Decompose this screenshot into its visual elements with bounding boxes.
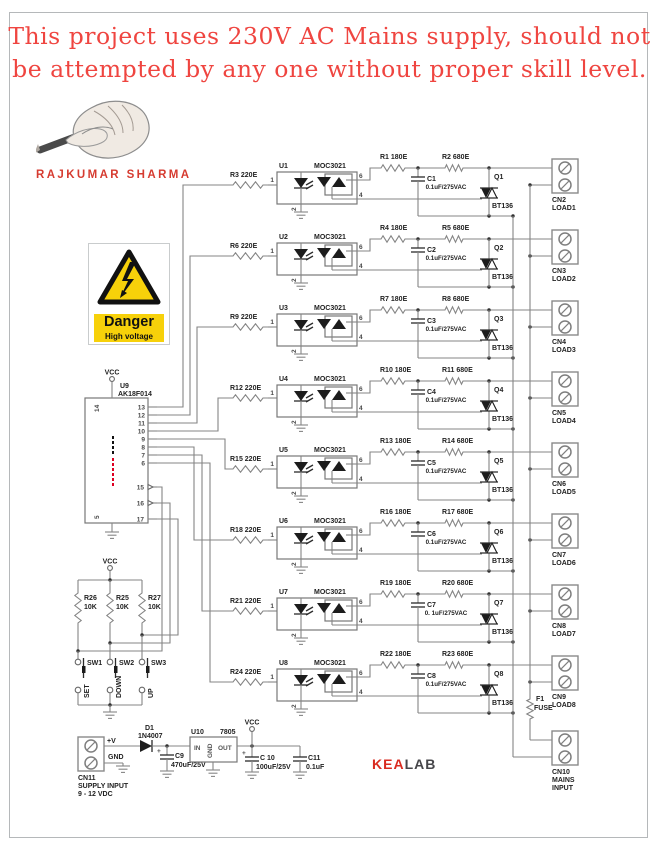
svg-text:R14 680E: R14 680E: [442, 438, 474, 445]
channel-3: [228, 296, 578, 360]
svg-text:1: 1: [270, 390, 274, 397]
svg-text:VCC: VCC: [104, 369, 120, 377]
svg-text:0.1uF/275VAC: 0.1uF/275VAC: [425, 255, 467, 262]
brand-lab: LAB: [404, 756, 437, 772]
svg-text:R9 220E: R9 220E: [230, 314, 258, 321]
svg-text:2: 2: [291, 349, 298, 353]
svg-text:C 10: C 10: [260, 755, 275, 762]
svg-text:R7 180E: R7 180E: [380, 296, 408, 303]
svg-text:LOAD4: LOAD4: [552, 418, 576, 425]
brand-logo: [372, 756, 436, 772]
channel-8: [228, 651, 578, 715]
channel-5: [228, 438, 578, 502]
svg-text:BT136: BT136: [492, 345, 514, 352]
svg-text:12: 12: [137, 412, 145, 420]
svg-text:DOWN: DOWN: [116, 675, 123, 698]
svg-text:CN9: CN9: [552, 694, 567, 701]
svg-text:IN: IN: [194, 745, 201, 752]
warning-line-1: This project uses 230V AC Mains supply, should not: [8, 22, 651, 50]
mcu: [85, 370, 157, 539]
svg-text:10: 10: [137, 428, 145, 436]
svg-text:1: 1: [270, 532, 274, 539]
svg-text:4: 4: [359, 334, 363, 341]
svg-text:470uF/25V: 470uF/25V: [171, 762, 206, 769]
svg-text:R8 680E: R8 680E: [442, 296, 470, 303]
svg-text:7805: 7805: [220, 729, 236, 736]
svg-text:R23 680E: R23 680E: [442, 651, 474, 658]
svg-text:1: 1: [270, 248, 274, 255]
svg-text:1N4007: 1N4007: [138, 733, 163, 740]
svg-text:Q3: Q3: [494, 316, 504, 323]
svg-text:C9: C9: [175, 753, 184, 760]
svg-text:Q2: Q2: [494, 245, 504, 252]
svg-text:0.1uF/275VAC: 0.1uF/275VAC: [425, 681, 467, 688]
svg-text:C6: C6: [427, 531, 436, 538]
svg-text:MOC3021: MOC3021: [314, 163, 346, 170]
svg-text:Q8: Q8: [494, 671, 504, 678]
svg-text:MOC3021: MOC3021: [314, 305, 346, 312]
svg-text:BT136: BT136: [492, 487, 514, 494]
svg-text:14: 14: [94, 404, 101, 412]
svg-text:2: 2: [291, 562, 298, 566]
svg-text:0. 1uF/275VAC: 0. 1uF/275VAC: [424, 610, 468, 617]
svg-text:MAINS: MAINS: [552, 777, 575, 784]
svg-text:Q6: Q6: [494, 529, 504, 536]
svg-text:R16 180E: R16 180E: [380, 509, 412, 516]
svg-text:+: +: [157, 748, 161, 755]
svg-text:U9: U9: [120, 383, 129, 390]
svg-text:GND: GND: [207, 743, 214, 758]
svg-text:2: 2: [291, 420, 298, 424]
svg-text:6: 6: [359, 244, 363, 251]
svg-text:6: 6: [359, 670, 363, 677]
svg-text:Q5: Q5: [494, 458, 504, 465]
svg-text:LOAD1: LOAD1: [552, 205, 576, 212]
svg-text:6: 6: [359, 599, 363, 606]
svg-text:C4: C4: [427, 389, 436, 396]
svg-text:R2 680E: R2 680E: [442, 154, 470, 161]
svg-text:U7: U7: [279, 589, 288, 596]
svg-text:CN8: CN8: [552, 623, 567, 630]
svg-text:LOAD7: LOAD7: [552, 631, 576, 638]
svg-text:2: 2: [291, 491, 298, 495]
svg-text:0.1uF/275VAC: 0.1uF/275VAC: [425, 184, 467, 191]
svg-text:1: 1: [270, 461, 274, 468]
svg-text:C11: C11: [308, 755, 321, 762]
switch-bank: [75, 559, 166, 719]
brand-kea: KEA: [372, 756, 405, 772]
svg-text:U8: U8: [279, 660, 288, 667]
svg-text:C1: C1: [427, 176, 436, 183]
svg-text:CN7: CN7: [552, 552, 567, 559]
svg-text:CN11: CN11: [78, 775, 96, 782]
svg-text:8: 8: [141, 444, 145, 452]
svg-text:U5: U5: [279, 447, 288, 454]
svg-text:U10: U10: [191, 729, 204, 736]
svg-text:SW1: SW1: [87, 660, 103, 667]
channel-1: [228, 154, 578, 218]
svg-text:R24 220E: R24 220E: [230, 669, 262, 676]
svg-text:LOAD8: LOAD8: [552, 702, 576, 709]
channel-4: [228, 367, 578, 431]
power-supply: [78, 720, 325, 799]
svg-text:CN10: CN10: [552, 769, 570, 776]
svg-text:4: 4: [359, 618, 363, 625]
svg-text:C8: C8: [427, 673, 436, 680]
svg-text:16: 16: [136, 500, 144, 508]
svg-text:R19 180E: R19 180E: [380, 580, 412, 587]
svg-text:CN4: CN4: [552, 339, 567, 346]
svg-text:4: 4: [359, 405, 363, 412]
svg-text:VCC: VCC: [102, 558, 118, 566]
svg-text:2: 2: [291, 207, 298, 211]
svg-text:6: 6: [141, 460, 145, 468]
channel-7: [228, 580, 578, 644]
svg-text:1: 1: [270, 674, 274, 681]
svg-text:VCC: VCC: [244, 719, 260, 727]
danger-title: Danger: [94, 314, 164, 331]
svg-text:13: 13: [137, 404, 145, 412]
svg-text:R20 680E: R20 680E: [442, 580, 474, 587]
svg-text:D1: D1: [145, 725, 154, 732]
svg-text:U3: U3: [279, 305, 288, 312]
svg-text:C3: C3: [427, 318, 436, 325]
svg-text:OUT: OUT: [218, 745, 232, 752]
svg-text:R17 680E: R17 680E: [442, 509, 474, 516]
svg-text:6: 6: [359, 386, 363, 393]
svg-text:BT136: BT136: [492, 629, 514, 636]
svg-text:BT136: BT136: [492, 203, 514, 210]
svg-text:R1 180E: R1 180E: [380, 154, 408, 161]
svg-text:LOAD2: LOAD2: [552, 276, 576, 283]
svg-text:5: 5: [94, 515, 101, 519]
svg-text:CN2: CN2: [552, 197, 567, 204]
svg-text:GND: GND: [108, 754, 124, 761]
svg-text:1: 1: [270, 319, 274, 326]
svg-text:4: 4: [359, 476, 363, 483]
svg-text:LOAD3: LOAD3: [552, 347, 576, 354]
svg-text:CN3: CN3: [552, 268, 567, 275]
svg-text:Q4: Q4: [494, 387, 504, 394]
svg-text:MOC3021: MOC3021: [314, 589, 346, 596]
svg-text:17: 17: [136, 516, 144, 524]
svg-text:R18 220E: R18 220E: [230, 527, 262, 534]
channel-6: [228, 509, 578, 573]
svg-text:R12 220E: R12 220E: [230, 385, 262, 392]
svg-text:C2: C2: [427, 247, 436, 254]
svg-text:6: 6: [359, 173, 363, 180]
svg-text:9 - 12 VDC: 9 - 12 VDC: [78, 791, 113, 798]
svg-text:MOC3021: MOC3021: [314, 660, 346, 667]
svg-text:R10 180E: R10 180E: [380, 367, 412, 374]
svg-text:R25: R25: [116, 595, 129, 602]
svg-text:4: 4: [359, 192, 363, 199]
svg-text:7: 7: [141, 452, 145, 460]
svg-text:MOC3021: MOC3021: [314, 447, 346, 454]
svg-text:R5 680E: R5 680E: [442, 225, 470, 232]
svg-text:10K: 10K: [84, 604, 97, 611]
svg-text:9: 9: [141, 436, 145, 444]
svg-text:6: 6: [359, 528, 363, 535]
svg-text:CN6: CN6: [552, 481, 567, 488]
svg-text:AK18F014: AK18F014: [118, 391, 152, 398]
svg-text:R6 220E: R6 220E: [230, 243, 258, 250]
svg-text:U4: U4: [279, 376, 288, 383]
svg-text:Q1: Q1: [494, 174, 504, 181]
svg-text:U2: U2: [279, 234, 288, 241]
svg-text:+V: +V: [107, 738, 116, 745]
svg-text:0.1uF: 0.1uF: [306, 764, 325, 771]
svg-text:MOC3021: MOC3021: [314, 234, 346, 241]
svg-text:11: 11: [138, 420, 145, 428]
svg-text:4: 4: [359, 689, 363, 696]
svg-text:R11 680E: R11 680E: [442, 367, 473, 374]
svg-text:1: 1: [270, 603, 274, 610]
svg-text:BT136: BT136: [492, 700, 514, 707]
svg-text:4: 4: [359, 547, 363, 554]
svg-text:SUPPLY INPUT: SUPPLY INPUT: [78, 783, 129, 790]
svg-text:6: 6: [359, 315, 363, 322]
svg-text:10K: 10K: [116, 604, 129, 611]
svg-text:R3 220E: R3 220E: [230, 172, 258, 179]
svg-text:C7: C7: [427, 602, 436, 609]
svg-text:2: 2: [291, 704, 298, 708]
svg-text:FUSE: FUSE: [534, 705, 553, 712]
svg-text:R27: R27: [148, 595, 161, 602]
svg-text:R26: R26: [84, 595, 97, 602]
svg-text:R21 220E: R21 220E: [230, 598, 262, 605]
svg-text:0.1uF/275VAC: 0.1uF/275VAC: [425, 397, 467, 404]
svg-text:R15 220E: R15 220E: [230, 456, 262, 463]
svg-text:R4 180E: R4 180E: [380, 225, 408, 232]
svg-text:LOAD6: LOAD6: [552, 560, 576, 567]
svg-text:0.1uF/275VAC: 0.1uF/275VAC: [425, 468, 467, 475]
svg-text:SW3: SW3: [151, 660, 167, 667]
svg-text:0.1uF/275VAC: 0.1uF/275VAC: [425, 326, 467, 333]
svg-text:UP: UP: [148, 688, 155, 698]
svg-text:BT136: BT136: [492, 558, 514, 565]
svg-text:F1: F1: [536, 696, 545, 703]
svg-text:R22 180E: R22 180E: [380, 651, 412, 658]
danger-subtitle: High voltage: [94, 331, 164, 342]
author-name: RAJKUMAR SHARMA: [36, 169, 192, 181]
svg-text:SET: SET: [84, 684, 91, 698]
channel-2: [228, 225, 578, 289]
svg-text:U6: U6: [279, 518, 288, 525]
svg-text:CN5: CN5: [552, 410, 567, 417]
svg-text:BT136: BT136: [492, 416, 514, 423]
svg-text:INPUT: INPUT: [552, 785, 573, 792]
svg-text:U1: U1: [279, 163, 288, 170]
svg-text:SW2: SW2: [119, 660, 135, 667]
svg-text:+: +: [242, 750, 246, 757]
svg-text:LOAD5: LOAD5: [552, 489, 576, 496]
svg-text:2: 2: [291, 633, 298, 637]
svg-text:10K: 10K: [148, 604, 161, 611]
svg-text:4: 4: [359, 263, 363, 270]
svg-text:15: 15: [136, 484, 144, 492]
svg-text:0.1uF/275VAC: 0.1uF/275VAC: [425, 539, 467, 546]
svg-text:6: 6: [359, 457, 363, 464]
svg-text:R13 180E: R13 180E: [380, 438, 412, 445]
svg-text:BT136: BT136: [492, 274, 514, 281]
svg-text:MOC3021: MOC3021: [314, 518, 346, 525]
svg-text:1: 1: [270, 177, 274, 184]
warning-line-2: be attempted by any one without proper skill level.: [12, 55, 647, 83]
svg-text:C5: C5: [427, 460, 436, 467]
svg-text:MOC3021: MOC3021: [314, 376, 346, 383]
svg-text:Q7: Q7: [494, 600, 504, 607]
svg-text:100uF/25V: 100uF/25V: [256, 764, 291, 771]
svg-text:2: 2: [291, 278, 298, 282]
